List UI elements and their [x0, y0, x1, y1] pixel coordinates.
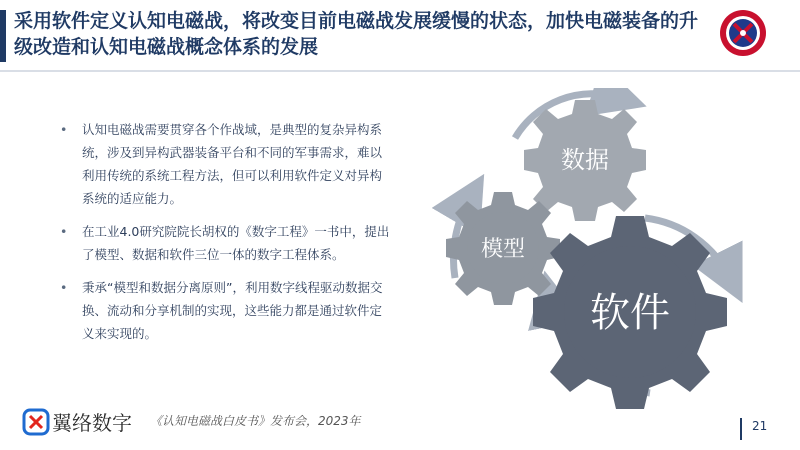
gear-data-label: 数据 [561, 146, 609, 174]
slide-title: 采用软件定义认知电磁战，将改变目前电磁战发展缓慢的状态，加快电磁装备的升级改造和认知电磁战概念体系的发展 [14, 10, 699, 58]
title-accent-bar [0, 10, 6, 62]
brand-name: 翼络数字 [52, 411, 132, 435]
bullet-item [60, 276, 390, 345]
header-divider [0, 70, 800, 72]
bullet-text: 认知电磁战需要贯穿各个作战域，是典型的复杂异构系统，涉及到异构武器装备平台和不同的军事需求，难以利用传统的系统工程方法，但可以利用软件定义对异构系统的适应能力。 [82, 122, 383, 206]
bullet-item [60, 220, 390, 266]
bullet-dot: • [60, 122, 68, 137]
slide-header [0, 0, 800, 70]
gear-software-label: 软件 [590, 290, 670, 336]
organization-seal-logo [718, 8, 768, 58]
gear-model-label: 模型 [480, 237, 526, 262]
bullet-item [60, 118, 390, 210]
source-caption: 《认知电磁战白皮书》发布会，2023年 [150, 414, 361, 428]
brand-logo-icon [22, 408, 50, 436]
bullet-text: 在工业4.0研究院院长胡权的《数字工程》一书中，提出了模型、数据和软件三位一体的数字工程体系。 [82, 224, 390, 262]
page-number: 21 [752, 419, 768, 433]
page-number-accent [740, 418, 742, 440]
bullet-list [60, 118, 390, 355]
bullet-dot: • [60, 224, 68, 239]
bullet-text: 秉承“模型和数据分离原则”，利用数字线程驱动数据交换、流动和分享机制的实现，这些能力都是通过软件定义来实现的。 [82, 280, 383, 341]
bullet-dot: • [60, 280, 68, 295]
gears-diagram [410, 88, 790, 418]
